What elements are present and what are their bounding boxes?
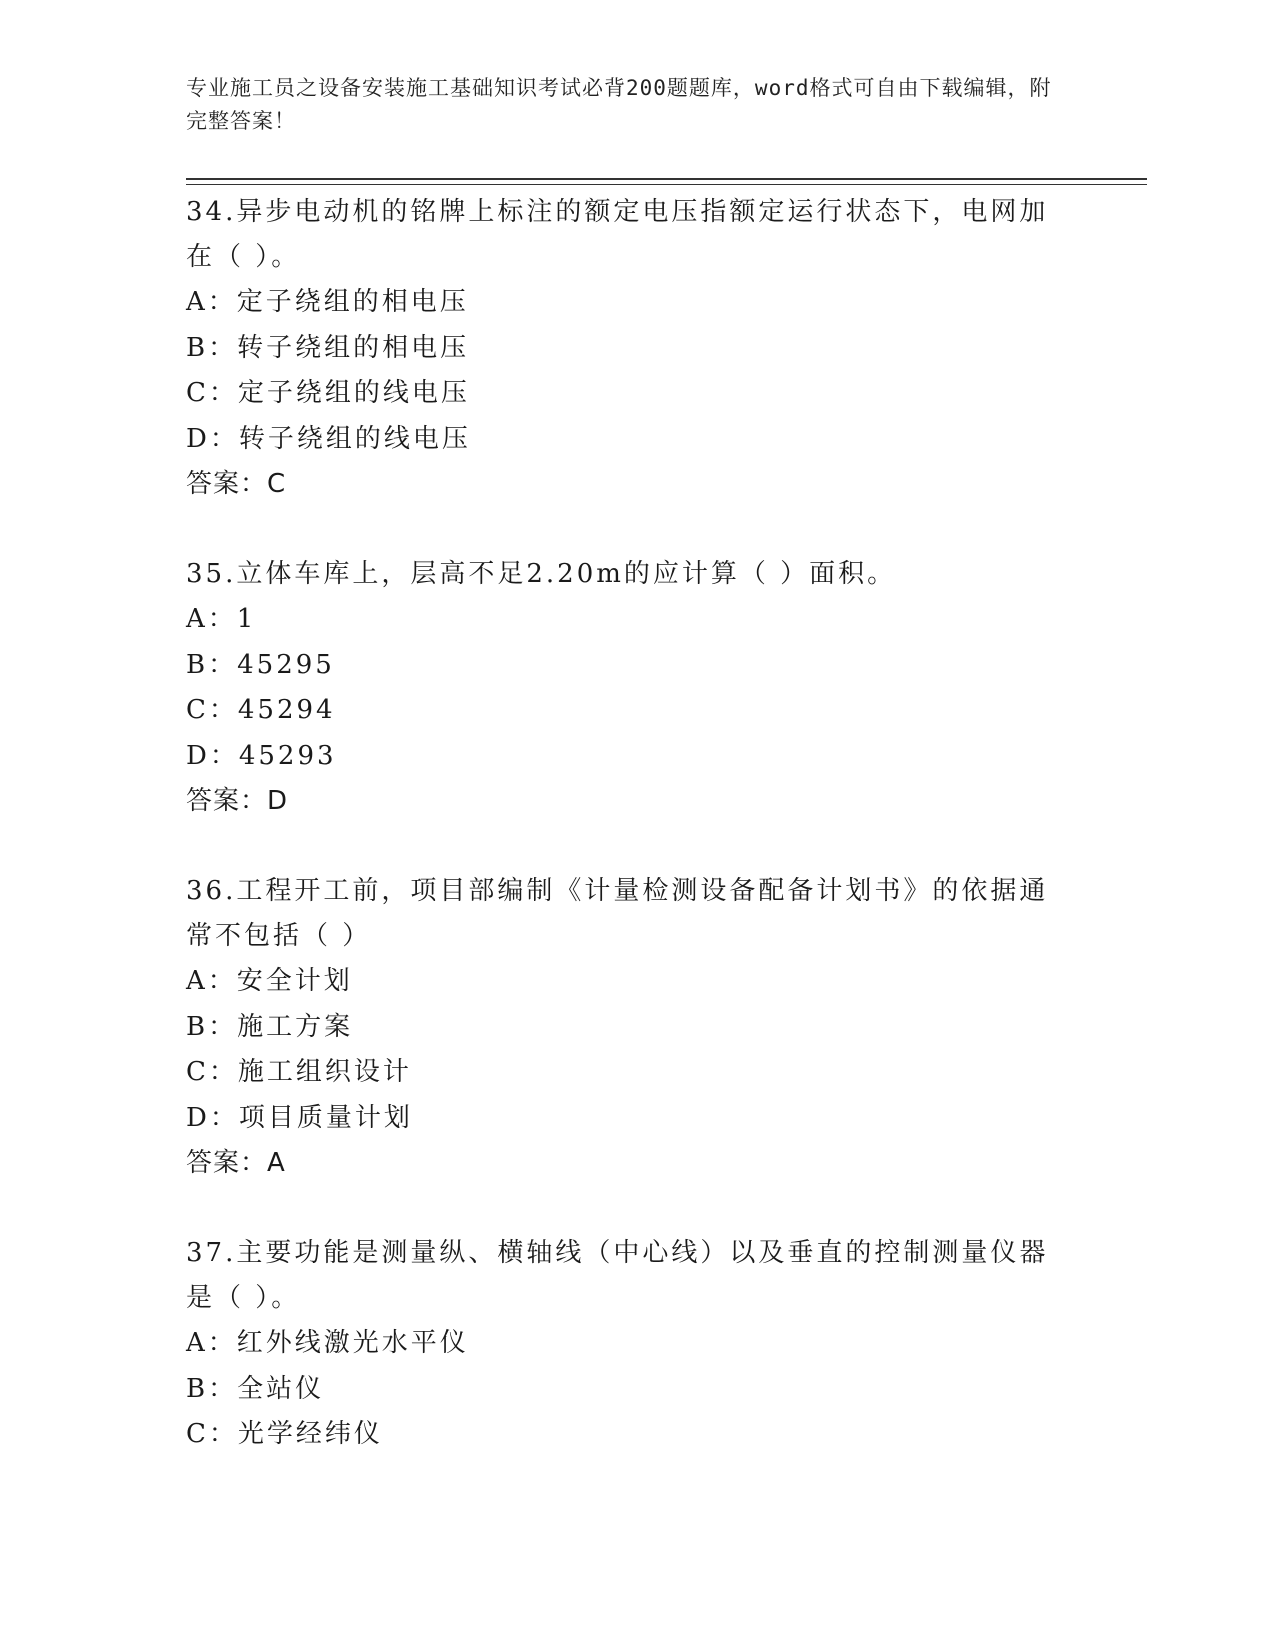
option-a: A：红外线激光水平仪 bbox=[186, 1328, 469, 1358]
answer-line: 答案：A bbox=[186, 1148, 286, 1178]
question-spacer bbox=[186, 507, 1076, 552]
question-spacer bbox=[186, 1186, 1076, 1231]
document-header: 专业施工员之设备安装施工基础知识考试必背200题题库，word格式可自由下载编辑，附完整答案！ bbox=[186, 76, 1052, 133]
question-list bbox=[186, 190, 1076, 1458]
option-d: D：转子绕组的线电压 bbox=[186, 423, 471, 454]
header-rule-thin bbox=[186, 184, 1147, 185]
question-35 bbox=[186, 552, 1076, 824]
option-b: B：施工方案 bbox=[186, 1011, 354, 1042]
option-c: C：施工组织设计 bbox=[186, 1057, 412, 1087]
question-text: 36.工程开工前，项目部编制《计量检测设备配备计划书》的依据通常不包括（ ） bbox=[186, 876, 1049, 951]
option-a: A：安全计划 bbox=[186, 966, 353, 996]
option-a: A：1 bbox=[186, 604, 257, 634]
option-b: B：转子绕组的相电压 bbox=[186, 332, 470, 363]
option-a: A：定子绕组的相电压 bbox=[186, 287, 469, 317]
option-c: C：定子绕组的线电压 bbox=[186, 378, 470, 408]
option-d: D：项目质量计划 bbox=[186, 1102, 413, 1133]
question-34 bbox=[186, 190, 1076, 507]
option-c: C：45294 bbox=[186, 695, 336, 725]
question-37 bbox=[186, 1231, 1076, 1458]
question-text: 34.异步电动机的铭牌上标注的额定电压指额定运行状态下，电网加在（ ）。 bbox=[186, 197, 1049, 272]
option-b: B：45295 bbox=[186, 649, 335, 680]
header-rule-thick bbox=[186, 178, 1147, 180]
option-c: C：光学经纬仪 bbox=[186, 1419, 383, 1449]
option-b: B：全站仪 bbox=[186, 1373, 325, 1404]
answer-line: 答案：D bbox=[186, 786, 289, 816]
answer-line: 答案：C bbox=[186, 469, 287, 499]
question-36 bbox=[186, 869, 1076, 1186]
question-spacer bbox=[186, 824, 1076, 869]
question-text: 35.立体车库上，层高不足2.20m的应计算（ ）面积。 bbox=[186, 559, 897, 589]
option-d: D：45293 bbox=[186, 740, 337, 771]
question-text: 37.主要功能是测量纵、横轴线（中心线）以及垂直的控制测量仪器是（ ）。 bbox=[186, 1238, 1049, 1313]
